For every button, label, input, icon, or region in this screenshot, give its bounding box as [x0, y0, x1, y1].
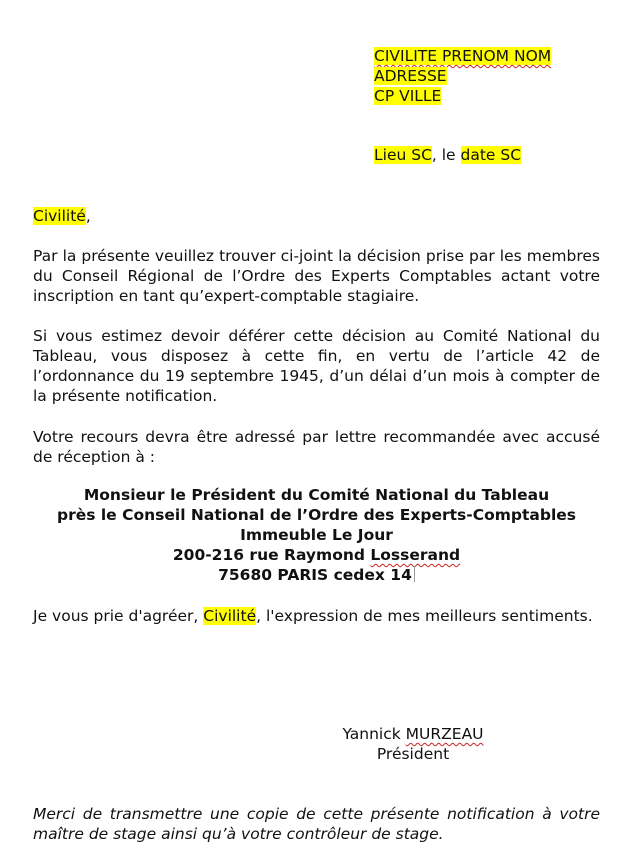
- place-date-line: [374, 145, 604, 165]
- closing-before: Je vous prie d'agréer,: [33, 607, 204, 625]
- address-line-1: Monsieur le Président du Comité National du Tableau: [83, 486, 550, 504]
- recipient-street: ADRESSE: [374, 67, 447, 85]
- paragraph-decision: Par la présente veuillez trouver ci-joint la décision prise par les membres du Conseil Régional de l’Ordre des Experts Comptables actant votre inscription en tant qu’expert-comptable stagiaire.: [33, 247, 600, 305]
- paragraph-recourse-text: Votre recours devra être adressé par lettre recommandée avec accusé de réception à :: [33, 428, 600, 466]
- signature-block: [318, 724, 508, 764]
- salutation-comma: ,: [85, 207, 91, 225]
- date-field: date SC: [460, 146, 522, 164]
- address-block: [33, 485, 600, 585]
- signatory-title: Président: [376, 745, 450, 763]
- salutation: [33, 206, 333, 226]
- address-line-4: [33, 545, 600, 565]
- address-line-5: [33, 565, 600, 585]
- signatory-last-name: MURZEAU: [405, 725, 484, 743]
- address-postcode-city: 75680 PARIS cedex 14: [218, 566, 412, 584]
- closing-formula: [33, 606, 600, 626]
- signatory-first-name: Yannick: [342, 725, 406, 743]
- place-field: Lieu SC: [374, 146, 432, 164]
- recipient-address: [374, 46, 604, 106]
- recipient-name: CIVILITE PRENOM NOM: [374, 47, 552, 65]
- address-street-name: Losserand: [370, 546, 461, 564]
- salutation-civilite: Civilité: [33, 207, 86, 225]
- signatory-name: [318, 724, 508, 744]
- closing-civilite: Civilité: [203, 607, 257, 625]
- address-line-2: près le Conseil National de l’Ordre des Experts-Comptables: [56, 506, 576, 524]
- footer-note: Merci de transmettre une copie de cette présente notification à votre maître de stage ainsi qu’à votre contrôleur de stage.: [33, 805, 600, 843]
- place-date-separator: , le: [431, 146, 461, 164]
- text-cursor: [414, 566, 415, 582]
- closing-after: , l'expression de mes meilleurs sentiments.: [256, 607, 593, 625]
- recipient-city: CP VILLE: [374, 87, 442, 105]
- paragraph-appeal: Si vous estimez devoir déférer cette décision au Comité National du Tableau, vous disposez à cette fin, en vertu de l’article 42 de l’ordonnance du 19 septembre 1945, d’un délai d’un mois à compter de la présente notification.: [33, 327, 600, 405]
- address-line-3: Immeuble Le Jour: [240, 526, 393, 544]
- paragraph-recourse: [33, 427, 600, 467]
- address-street-prefix: 200-216 rue Raymond: [172, 546, 371, 564]
